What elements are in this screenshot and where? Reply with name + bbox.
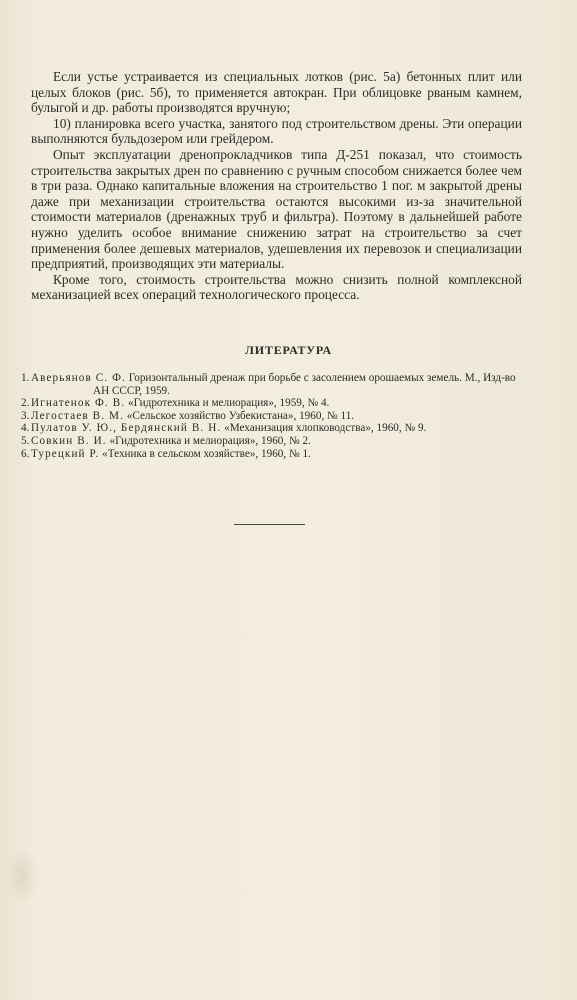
reference-text: «Гидротехника и мелиорация», 1960, № 2. [109,434,311,447]
reference-number: 1. [21,372,30,384]
reference-text: Горизонтальный дренаж при борьбе с засолением орошаемых земель. М., Изд-во АН СССР, 1959. [93,372,516,397]
references-list [21,372,526,460]
reference-author: Пулатов У. Ю., Бердянский В. Н. [31,422,222,435]
reference-text: «Гидротехника и мелиорация», 1959, № 4. [128,397,330,410]
paragraph-cost-experience: Опыт эксплуатации дренопрокладчиков типа Д-251 показал, что стоимость строительства закрытых дрен по сравнению с ручным способом снижается более чем в три раза. Однако капитальные вложения на строительство 1 пог. м закрытой дрены даже при механизации строительства остаются высокими из-за значительной стоимости материалов (дренажных труб и фильтра). Поэтому в дальнейшей работе нужно уделить особое внимание снижению затрат на строительство за счет применения более дешевых материалов, удешевления их перевозок и специализации предприятий, производящих эти материалы. [31,146,522,272]
reference-number: 6. [21,447,30,460]
reference-number: 5. [21,434,30,447]
reference-author: Легостаев В. М. [31,409,124,422]
reference-item [21,410,526,423]
reference-text: «Сельское хозяйство Узбекистана», 1960, № 11. [126,409,355,422]
paragraph-site-leveling: 10) планировка всего участка, занятого под строительством дрены. Эти операции выполняются бульдозером или грейдером. [31,115,522,147]
reference-author: Турецкий Р. [31,447,100,460]
reference-author: Аверьянов С. Ф. [31,372,126,384]
reference-author: Игнатенок Ф. В. [31,397,126,410]
paragraph-conclusion: Кроме того, стоимость строительства можно снизить полной комплексной механизацией всех операций технологического процесса. [31,271,522,303]
reference-item [21,448,526,461]
reference-item [21,435,526,448]
reference-item [21,422,526,435]
reference-number: 4. [21,422,30,435]
reference-text: «Механизация хлопководства», 1960, № 9. [224,422,427,435]
reference-author: Совкин В. И. [31,434,107,447]
references-heading: ЛИТЕРАТУРА [245,343,332,357]
body-text [31,69,522,303]
section-divider [234,524,305,525]
reference-item [21,372,526,397]
paper-stain [8,846,38,906]
reference-number: 3. [21,409,30,422]
reference-number: 2. [21,397,30,410]
reference-item [21,397,526,410]
reference-text: «Техника в сельском хозяйстве», 1960, № 1. [102,447,311,460]
paragraph-anchor-installation: Если устье устраивается из специальных лотков (рис. 5а) бетонных плит или целых блоков (рис. 5б), то применяется автокран. При облицовке рваным камнем, булыгой и др. работы производятся вручную; [31,69,522,116]
